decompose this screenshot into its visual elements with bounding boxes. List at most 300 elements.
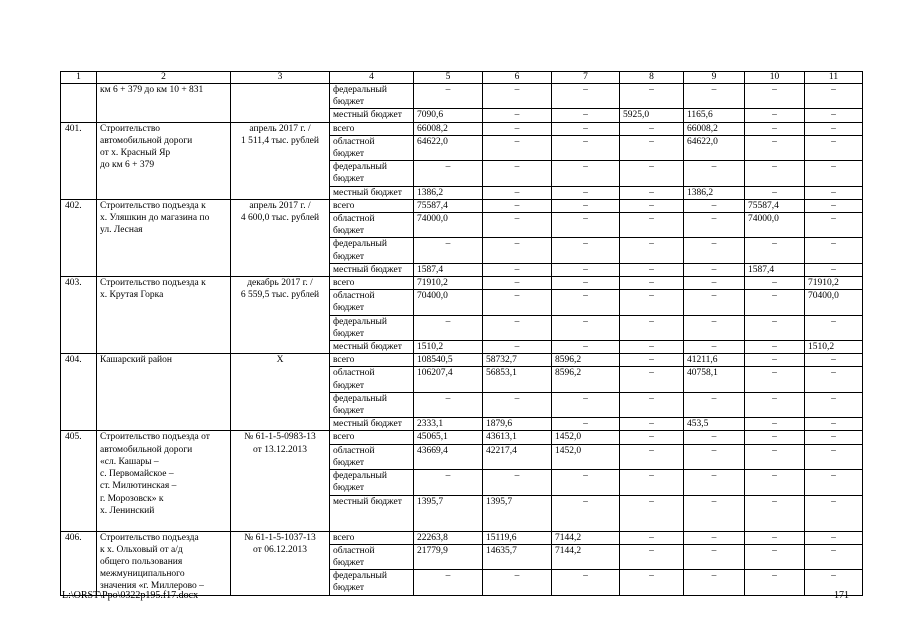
project-term-line: Х: [276, 355, 284, 366]
funding-source: [330, 431, 414, 444]
value-cell: 71910,2: [414, 277, 483, 290]
funding-source-label: всего: [333, 200, 355, 211]
value-cell: –: [805, 263, 863, 276]
project-name-line: х. Уляшкин до магазина по: [100, 213, 210, 224]
value-cell: –: [414, 161, 483, 186]
value-cell: 108540,5: [414, 354, 483, 367]
value-cell: –: [684, 290, 745, 315]
value-cell: –: [745, 109, 805, 122]
funding-source-label: федеральный: [333, 471, 387, 482]
funding-source: [330, 290, 414, 315]
value-cell: –: [483, 570, 552, 595]
funding-source: [330, 315, 414, 340]
funding-source: [330, 277, 414, 290]
funding-source-label: бюджет: [333, 97, 365, 108]
value-cell: –: [805, 392, 863, 417]
value-cell: 7144,2: [552, 544, 620, 569]
project-term-line: № 61-1-5-0983-13: [244, 432, 316, 443]
value-cell: –: [805, 122, 863, 135]
value-cell: –: [805, 199, 863, 212]
project-term: [231, 122, 330, 199]
value-cell: 75587,4: [745, 199, 805, 212]
value-cell: –: [745, 161, 805, 186]
value-cell: –: [805, 544, 863, 569]
project-term-line: апрель 2017 г. /: [249, 200, 311, 211]
project-name-line: Строительство подъезда к: [100, 278, 206, 289]
value-cell: –: [414, 238, 483, 263]
value-cell: –: [620, 367, 684, 392]
funding-source: [330, 470, 414, 495]
project-term: [231, 431, 330, 531]
value-cell: –: [745, 392, 805, 417]
funding-source-label: бюджет: [333, 174, 365, 185]
value-cell: –: [552, 263, 620, 276]
funding-source-label: федеральный: [333, 162, 387, 173]
column-number: 10: [745, 72, 805, 84]
table-row: [61, 84, 863, 109]
value-cell: –: [745, 470, 805, 495]
value-cell: –: [620, 544, 684, 569]
value-cell: 1395,7: [414, 495, 483, 531]
value-cell: 58732,7: [483, 354, 552, 367]
value-cell: –: [620, 570, 684, 595]
value-cell: –: [805, 367, 863, 392]
row-number: [61, 84, 97, 123]
value-cell: –: [684, 392, 745, 417]
value-cell: –: [620, 470, 684, 495]
value-cell: 40758,1: [684, 367, 745, 392]
funding-source-label: федеральный: [333, 85, 387, 95]
value-cell: –: [483, 277, 552, 290]
value-cell: 70400,0: [805, 290, 863, 315]
funding-source-label: местный бюджет: [333, 264, 402, 275]
project-term-line: 1 511,4 тыс. рублей: [241, 135, 319, 146]
value-cell: –: [620, 354, 684, 367]
value-cell: –: [684, 544, 745, 569]
funding-source-label: бюджет: [333, 557, 365, 568]
project-name-line: к х. Ольховый от а/д: [100, 544, 183, 555]
value-cell: –: [483, 238, 552, 263]
value-cell: –: [552, 238, 620, 263]
value-cell: –: [745, 431, 805, 444]
funding-source-label: бюджет: [333, 457, 365, 468]
value-cell: 66008,2: [684, 122, 745, 135]
value-cell: –: [805, 84, 863, 109]
column-number: 1: [61, 72, 97, 84]
value-cell: –: [684, 84, 745, 109]
value-cell: –: [620, 186, 684, 199]
project-name-line: до км 6 + 379: [100, 160, 155, 171]
value-cell: 1510,2: [414, 341, 483, 354]
value-cell: –: [745, 84, 805, 109]
funding-source-label: бюджет: [333, 251, 365, 262]
value-cell: –: [620, 392, 684, 417]
value-cell: –: [414, 392, 483, 417]
funding-source: [330, 341, 414, 354]
value-cell: –: [745, 277, 805, 290]
value-cell: –: [684, 238, 745, 263]
funding-source: [330, 531, 414, 544]
project-term: [231, 531, 330, 595]
value-cell: 8596,2: [552, 354, 620, 367]
column-number: 2: [97, 72, 231, 84]
value-cell: –: [745, 186, 805, 199]
value-cell: 45065,1: [414, 431, 483, 444]
value-cell: 42217,4: [483, 444, 552, 469]
project-term-line: № 61-1-5-1037-13: [244, 532, 316, 543]
value-cell: –: [805, 418, 863, 431]
value-cell: –: [684, 263, 745, 276]
value-cell: –: [684, 495, 745, 531]
value-cell: 66008,2: [414, 122, 483, 135]
value-cell: –: [805, 238, 863, 263]
project-name-line: автомобильной дороги: [100, 444, 193, 455]
funding-source-label: местный бюджет: [333, 187, 402, 198]
value-cell: –: [745, 367, 805, 392]
funding-source: [330, 135, 414, 160]
project-name: [97, 84, 231, 123]
funding-source-label: областной: [333, 545, 375, 556]
value-cell: 64622,0: [684, 135, 745, 160]
row-number: 401.: [61, 122, 97, 199]
value-cell: –: [552, 199, 620, 212]
value-cell: 1165,6: [684, 109, 745, 122]
value-cell: –: [552, 161, 620, 186]
project-name-line: с. Первомайское –: [100, 469, 174, 480]
value-cell: 1510,2: [805, 341, 863, 354]
value-cell: –: [684, 570, 745, 595]
value-cell: 453,5: [684, 418, 745, 431]
funding-source: [330, 161, 414, 186]
column-number: 9: [684, 72, 745, 84]
value-cell: 1879,6: [483, 418, 552, 431]
column-number: 6: [483, 72, 552, 84]
value-cell: 1386,2: [414, 186, 483, 199]
value-cell: –: [620, 531, 684, 544]
value-cell: –: [684, 213, 745, 238]
value-cell: –: [552, 186, 620, 199]
project-term: [231, 277, 330, 354]
table-row: [61, 354, 863, 367]
funding-source: [330, 444, 414, 469]
funding-source: [330, 392, 414, 417]
project-name-line: значения «г. Миллерово –: [100, 581, 204, 592]
value-cell: –: [620, 444, 684, 469]
project-name-line: км 6 + 379 до км 10 + 831: [100, 85, 204, 95]
project-term-line: декабрь 2017 г. /: [247, 278, 313, 289]
funding-source-label: федеральный: [333, 393, 387, 404]
project-term-line: 6 559,5 тыс. рублей: [240, 290, 320, 301]
value-cell: –: [805, 109, 863, 122]
table-row: [61, 199, 863, 212]
value-cell: 43669,4: [414, 444, 483, 469]
funding-source-label: местный бюджет: [333, 419, 402, 430]
value-cell: 1452,0: [552, 444, 620, 469]
funding-source-label: местный бюджет: [333, 110, 402, 121]
column-numbers-row: [61, 72, 863, 84]
column-number: 7: [552, 72, 620, 84]
funding-source: [330, 418, 414, 431]
value-cell: –: [483, 263, 552, 276]
value-cell: 8596,2: [552, 367, 620, 392]
value-cell: –: [552, 122, 620, 135]
table-row: [61, 431, 863, 444]
value-cell: –: [805, 495, 863, 531]
project-name-line: ст. Милютинская –: [100, 481, 177, 492]
value-cell: –: [552, 570, 620, 595]
funding-source-label: бюджет: [333, 483, 365, 494]
project-term: [231, 199, 330, 276]
funding-source: [330, 186, 414, 199]
value-cell: –: [483, 84, 552, 109]
column-number: 5: [414, 72, 483, 84]
value-cell: –: [620, 122, 684, 135]
value-cell: –: [620, 315, 684, 340]
funding-source: [330, 570, 414, 595]
column-number: 4: [330, 72, 414, 84]
table-row: [61, 122, 863, 135]
funding-source: [330, 238, 414, 263]
project-term-line: от 13.12.2013: [253, 444, 307, 455]
investment-table: [60, 71, 863, 596]
value-cell: –: [620, 290, 684, 315]
value-cell: –: [805, 570, 863, 595]
value-cell: 1452,0: [552, 431, 620, 444]
value-cell: –: [745, 544, 805, 569]
value-cell: –: [552, 213, 620, 238]
project-name-line: Строительство подъезда: [100, 532, 199, 543]
project-name: [97, 531, 231, 595]
value-cell: –: [483, 392, 552, 417]
value-cell: 1587,4: [414, 263, 483, 276]
value-cell: –: [483, 341, 552, 354]
funding-source: [330, 263, 414, 276]
row-number: 403.: [61, 277, 97, 354]
value-cell: –: [483, 290, 552, 315]
value-cell: –: [552, 135, 620, 160]
value-cell: –: [483, 470, 552, 495]
funding-source-label: областной: [333, 136, 375, 147]
value-cell: 1587,4: [745, 263, 805, 276]
funding-source-label: бюджет: [333, 226, 365, 237]
value-cell: –: [620, 341, 684, 354]
project-name-line: межмуниципального: [100, 569, 185, 580]
value-cell: –: [684, 315, 745, 340]
value-cell: 74000,0: [745, 213, 805, 238]
value-cell: –: [620, 495, 684, 531]
funding-source-label: местный бюджет: [333, 496, 402, 507]
value-cell: –: [745, 495, 805, 531]
value-cell: –: [552, 315, 620, 340]
value-cell: –: [805, 444, 863, 469]
value-cell: 41211,6: [684, 354, 745, 367]
value-cell: –: [620, 161, 684, 186]
value-cell: 75587,4: [414, 199, 483, 212]
value-cell: –: [552, 290, 620, 315]
value-cell: 106207,4: [414, 367, 483, 392]
funding-source-label: бюджет: [333, 303, 365, 314]
value-cell: 70400,0: [414, 290, 483, 315]
value-cell: 74000,0: [414, 213, 483, 238]
column-number: 11: [805, 72, 863, 84]
project-name-line: х. Ленинский: [100, 505, 155, 516]
funding-source-label: бюджет: [333, 583, 365, 594]
funding-source: [330, 109, 414, 122]
value-cell: –: [552, 277, 620, 290]
value-cell: –: [414, 84, 483, 109]
funding-source-label: федеральный: [333, 571, 387, 582]
value-cell: –: [483, 161, 552, 186]
funding-source-label: федеральный: [333, 239, 387, 250]
value-cell: –: [483, 122, 552, 135]
project-term-line: 4 600,0 тыс. рублей: [240, 213, 320, 224]
value-cell: –: [620, 418, 684, 431]
value-cell: –: [620, 277, 684, 290]
funding-source-label: бюджет: [333, 328, 365, 339]
funding-source-label: бюджет: [333, 380, 365, 391]
value-cell: –: [552, 392, 620, 417]
project-name-line: г. Морозовск» к: [100, 493, 164, 504]
page-number: 171: [834, 590, 849, 601]
value-cell: –: [805, 315, 863, 340]
funding-source-label: бюджет: [333, 149, 365, 160]
value-cell: –: [745, 135, 805, 160]
value-cell: –: [483, 199, 552, 212]
value-cell: –: [805, 186, 863, 199]
value-cell: 56853,1: [483, 367, 552, 392]
project-name: [97, 354, 231, 431]
value-cell: –: [620, 431, 684, 444]
value-cell: 22263,8: [414, 531, 483, 544]
funding-source-label: всего: [333, 278, 355, 289]
value-cell: –: [620, 238, 684, 263]
project-term-line: от 06.12.2013: [253, 544, 307, 555]
value-cell: –: [483, 135, 552, 160]
project-name: [97, 122, 231, 199]
value-cell: –: [620, 213, 684, 238]
value-cell: –: [483, 186, 552, 199]
project-name-line: Строительство подъезда от: [100, 432, 210, 443]
funding-source: [330, 367, 414, 392]
value-cell: –: [414, 470, 483, 495]
project-term-line: апрель 2017 г. /: [249, 123, 311, 134]
project-name: [97, 431, 231, 531]
value-cell: –: [805, 354, 863, 367]
value-cell: –: [745, 238, 805, 263]
value-cell: –: [684, 277, 745, 290]
value-cell: –: [805, 431, 863, 444]
funding-source-label: областной: [333, 214, 375, 225]
funding-source-label: областной: [333, 291, 375, 302]
value-cell: 7090,6: [414, 109, 483, 122]
project-name-line: от х. Красный Яр: [100, 148, 171, 159]
project-term: [231, 84, 330, 123]
project-name-line: Кашарский район: [100, 355, 172, 366]
value-cell: –: [620, 135, 684, 160]
funding-source: [330, 84, 414, 109]
value-cell: –: [745, 444, 805, 469]
value-cell: –: [684, 161, 745, 186]
value-cell: –: [684, 199, 745, 212]
table-row: [61, 531, 863, 544]
value-cell: 71910,2: [805, 277, 863, 290]
value-cell: –: [483, 109, 552, 122]
value-cell: –: [684, 341, 745, 354]
value-cell: –: [805, 161, 863, 186]
value-cell: –: [805, 470, 863, 495]
project-name-line: «сл. Кашары –: [100, 456, 159, 467]
table-body: [61, 84, 863, 596]
funding-source: [330, 354, 414, 367]
value-cell: –: [684, 470, 745, 495]
value-cell: 15119,6: [483, 531, 552, 544]
value-cell: –: [745, 418, 805, 431]
value-cell: –: [552, 470, 620, 495]
value-cell: –: [552, 84, 620, 109]
value-cell: –: [552, 109, 620, 122]
funding-source-label: бюджет: [333, 406, 365, 417]
value-cell: –: [552, 418, 620, 431]
value-cell: –: [745, 122, 805, 135]
funding-source-label: федеральный: [333, 316, 387, 327]
value-cell: –: [483, 315, 552, 340]
footer-file-path: L:\ORST\Ppo\0322p195.f17.docx: [62, 590, 199, 601]
value-cell: –: [745, 315, 805, 340]
value-cell: 21779,9: [414, 544, 483, 569]
row-number: 402.: [61, 199, 97, 276]
funding-source-label: всего: [333, 432, 355, 443]
value-cell: –: [552, 495, 620, 531]
funding-source-label: областной: [333, 445, 375, 456]
value-cell: –: [805, 213, 863, 238]
value-cell: 2333,1: [414, 418, 483, 431]
funding-source: [330, 544, 414, 569]
project-name: [97, 199, 231, 276]
value-cell: 43613,1: [483, 431, 552, 444]
value-cell: –: [552, 341, 620, 354]
funding-source-label: всего: [333, 355, 355, 366]
project-term: [231, 354, 330, 431]
row-number: 404.: [61, 354, 97, 431]
row-number: 406.: [61, 531, 97, 595]
value-cell: 64622,0: [414, 135, 483, 160]
project-name-line: Строительство: [100, 123, 161, 134]
value-cell: –: [745, 531, 805, 544]
value-cell: 7144,2: [552, 531, 620, 544]
value-cell: –: [620, 199, 684, 212]
value-cell: –: [414, 315, 483, 340]
value-cell: –: [483, 213, 552, 238]
project-name-line: х. Крутая Горка: [100, 290, 164, 301]
value-cell: –: [620, 263, 684, 276]
funding-source: [330, 199, 414, 212]
value-cell: 1395,7: [483, 495, 552, 531]
column-number: 8: [620, 72, 684, 84]
project-name-line: автомобильной дороги: [100, 135, 193, 146]
value-cell: –: [745, 341, 805, 354]
funding-source: [330, 213, 414, 238]
funding-source: [330, 122, 414, 135]
column-number: 3: [231, 72, 330, 84]
table-row: [61, 277, 863, 290]
funding-source: [330, 495, 414, 531]
value-cell: 5925,0: [620, 109, 684, 122]
value-cell: 1386,2: [684, 186, 745, 199]
funding-source-label: всего: [333, 123, 355, 134]
value-cell: –: [414, 570, 483, 595]
value-cell: –: [805, 531, 863, 544]
value-cell: –: [684, 444, 745, 469]
